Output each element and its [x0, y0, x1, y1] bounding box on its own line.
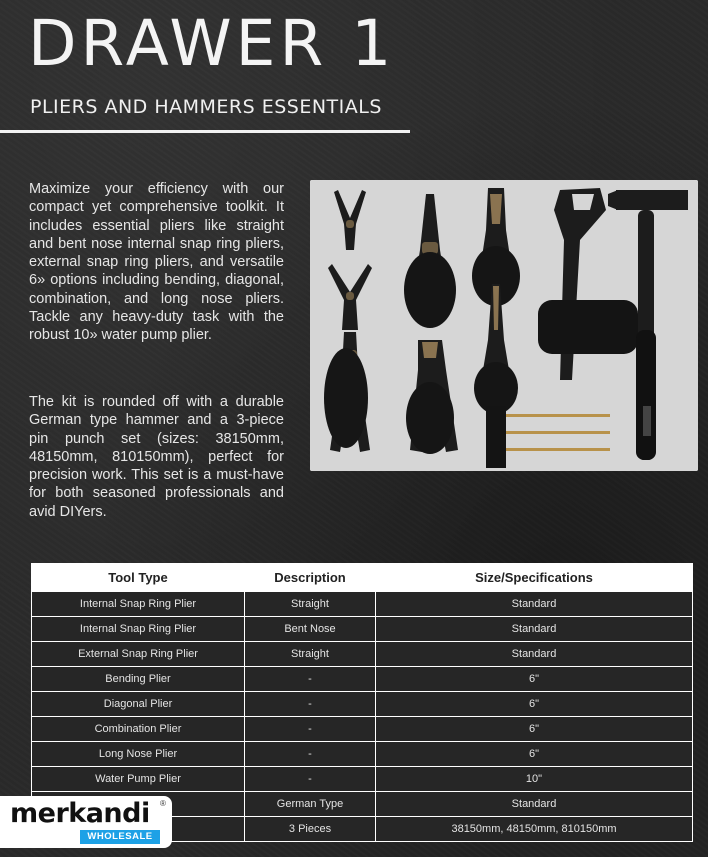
table-row [32, 692, 693, 717]
cell-size: 6" [376, 717, 693, 742]
table-row [32, 742, 693, 767]
cell-description: Straight [245, 642, 376, 667]
cell-size: Standard [376, 592, 693, 617]
page-title: DRAWER 1 [28, 7, 396, 80]
page-subtitle: PLIERS AND HAMMERS ESSENTIALS [30, 96, 382, 118]
cell-size: Standard [376, 792, 693, 817]
cell-description: - [245, 767, 376, 792]
table-row [32, 717, 693, 742]
cell-tool-type: Internal Snap Ring Plier [32, 592, 245, 617]
header-size-specifications: Size/Specifications [376, 564, 693, 592]
cell-tool-type: Combination Plier [32, 717, 245, 742]
cell-tool-type: Diagonal Plier [32, 692, 245, 717]
cell-description: - [245, 692, 376, 717]
cell-description: Straight [245, 592, 376, 617]
registered-mark: ® [160, 799, 166, 808]
cell-tool-type: Water Pump Plier [32, 767, 245, 792]
cell-description: - [245, 667, 376, 692]
logo-wordmark: merkandi [10, 798, 150, 829]
cell-size: 6" [376, 667, 693, 692]
cell-size: 6" [376, 742, 693, 767]
cell-tool-type: External Snap Ring Plier [32, 642, 245, 667]
description-paragraph-2: The kit is rounded off with a durable German type hammer and a 3-piece pin punch set (sizes: 38150mm, 48150mm, 810150mm), perfect for precision work. This set is a must-have for both seasoned professionals and avid DIYers. [29, 394, 284, 520]
table-row [32, 767, 693, 792]
header-tool-type: Tool Type [32, 564, 245, 592]
cell-size: 38150mm, 48150mm, 810150mm [376, 817, 693, 842]
cell-description: Bent Nose [245, 617, 376, 642]
cell-size: 6" [376, 692, 693, 717]
cell-description: - [245, 742, 376, 767]
table-row [32, 592, 693, 617]
description-paragraph-1: Maximize your efficiency with our compact yet comprehensive toolkit. It includes essential pliers like straight and bent nose internal snap ring pliers, external snap ring pliers, and versatile 6» options including bending, diagonal, combination, and long nose pliers. Tackle any heavy-duty task with the robust 10» water pump plier. [29, 181, 284, 344]
cell-description: 3 Pieces [245, 817, 376, 842]
cell-size: 10" [376, 767, 693, 792]
tool-drawer-photo [310, 180, 698, 471]
table-row [32, 617, 693, 642]
cell-size: Standard [376, 617, 693, 642]
logo-tagline-badge: WHOLESALE [80, 830, 160, 844]
cell-tool-type: Bending Plier [32, 667, 245, 692]
table-row [32, 667, 693, 692]
cell-description: German Type [245, 792, 376, 817]
cell-tool-type: Long Nose Plier [32, 742, 245, 767]
cell-tool-type: Internal Snap Ring Plier [32, 617, 245, 642]
title-underline [0, 130, 410, 133]
table-header-row [32, 564, 693, 592]
cell-description: - [245, 717, 376, 742]
header-description: Description [245, 564, 376, 592]
cell-size: Standard [376, 642, 693, 667]
table-row [32, 642, 693, 667]
merkandi-wholesale-logo [0, 796, 172, 848]
